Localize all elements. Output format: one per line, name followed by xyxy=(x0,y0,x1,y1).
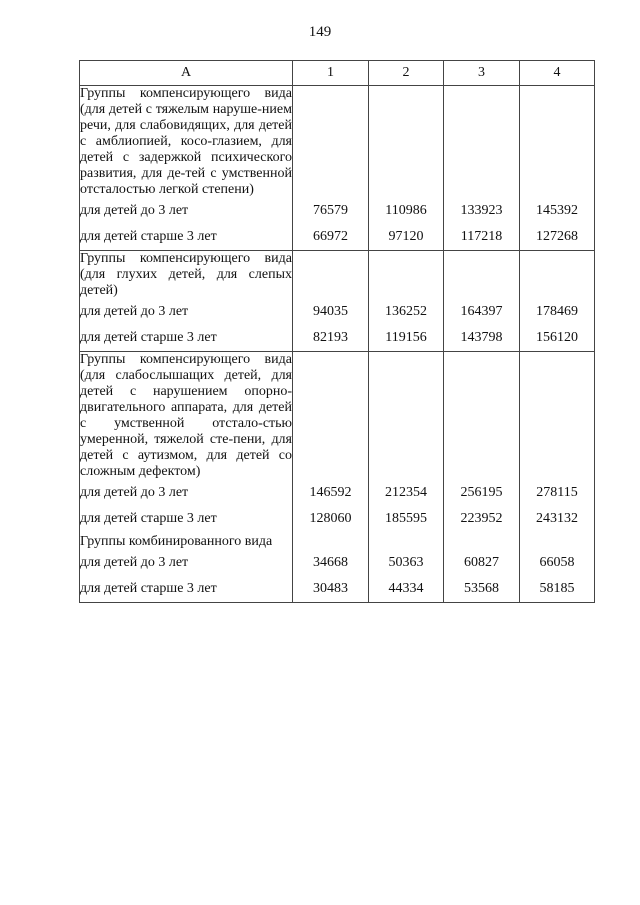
column-header-2: 2 xyxy=(369,61,444,86)
table-header-row xyxy=(80,61,595,86)
group-title: Группы компенсирующего вида (для глухих детей, для слепых детей) xyxy=(80,251,292,298)
row-label: для детей до 3 лет xyxy=(80,550,293,576)
group-title: Группы компенсирующего вида (для детей с тяжелым наруше-нием речи, для слабовидящих, для детей с амблиопией, косо-глазием, для детей с задержкой психического развития, для де-тей с умственной отсталостью легкой степени) xyxy=(80,86,292,197)
row-label: для детей до 3 лет xyxy=(80,299,293,325)
cell-value: 119156 xyxy=(369,325,444,352)
cell-value: 243132 xyxy=(520,506,595,532)
cell-value: 58185 xyxy=(520,576,595,603)
row-label: для детей до 3 лет xyxy=(80,198,293,224)
cell-value: 60827 xyxy=(444,550,520,576)
row-label: для детей старше 3 лет xyxy=(80,325,293,352)
cell-value: 178469 xyxy=(520,299,595,325)
cell-value: 212354 xyxy=(369,480,444,506)
cell-value: 156120 xyxy=(520,325,595,352)
cell-value: 82193 xyxy=(293,325,369,352)
cell-value: 256195 xyxy=(444,480,520,506)
page-number: 149 xyxy=(308,24,332,40)
table-row xyxy=(80,325,595,352)
cell-value: 133923 xyxy=(444,198,520,224)
cell-value: 127268 xyxy=(520,224,595,251)
cell-value: 117218 xyxy=(444,224,520,251)
group-title-row xyxy=(80,251,595,300)
table-row xyxy=(80,299,595,325)
row-label: для детей старше 3 лет xyxy=(80,506,293,532)
row-label: для детей до 3 лет xyxy=(80,480,293,506)
table-row xyxy=(80,480,595,506)
cell-value: 278115 xyxy=(520,480,595,506)
cell-value: 97120 xyxy=(369,224,444,251)
table-row xyxy=(80,198,595,224)
column-header-a: А xyxy=(80,61,293,86)
column-header-1: 1 xyxy=(293,61,369,86)
cell-value: 146592 xyxy=(293,480,369,506)
cell-value: 164397 xyxy=(444,299,520,325)
cell-value: 185595 xyxy=(369,506,444,532)
cell-value: 145392 xyxy=(520,198,595,224)
cell-value: 50363 xyxy=(369,550,444,576)
cell-value: 136252 xyxy=(369,299,444,325)
table-row xyxy=(80,576,595,603)
column-header-3: 3 xyxy=(444,61,520,86)
cell-value: 76579 xyxy=(293,198,369,224)
row-label: для детей старше 3 лет xyxy=(80,224,293,251)
group-title: Группы компенсирующего вида (для слабослышащих детей, для детей с нарушением опорно-двигательного аппарата, для детей с умственной отстало-стью умеренной, тяжелой сте-пени, для детей с аутизмом, для детей со сложным дефектом) xyxy=(80,352,292,479)
row-label: для детей старше 3 лет xyxy=(80,576,293,603)
cell-value: 53568 xyxy=(444,576,520,603)
table-row xyxy=(80,506,595,532)
group-title-row xyxy=(80,532,595,550)
table-row xyxy=(80,550,595,576)
cell-value: 143798 xyxy=(444,325,520,352)
cell-value: 110986 xyxy=(369,198,444,224)
table-row xyxy=(80,224,595,251)
cost-table xyxy=(79,60,595,603)
group-title-row xyxy=(80,352,595,481)
cell-value: 44334 xyxy=(369,576,444,603)
cell-value: 128060 xyxy=(293,506,369,532)
cell-value: 66972 xyxy=(293,224,369,251)
cell-value: 94035 xyxy=(293,299,369,325)
cell-value: 34668 xyxy=(293,550,369,576)
cell-value: 30483 xyxy=(293,576,369,603)
group-title: Группы комбинированного вида xyxy=(80,532,293,550)
cell-value: 66058 xyxy=(520,550,595,576)
column-header-4: 4 xyxy=(520,61,595,86)
cell-value: 223952 xyxy=(444,506,520,532)
group-title-row xyxy=(80,86,595,199)
